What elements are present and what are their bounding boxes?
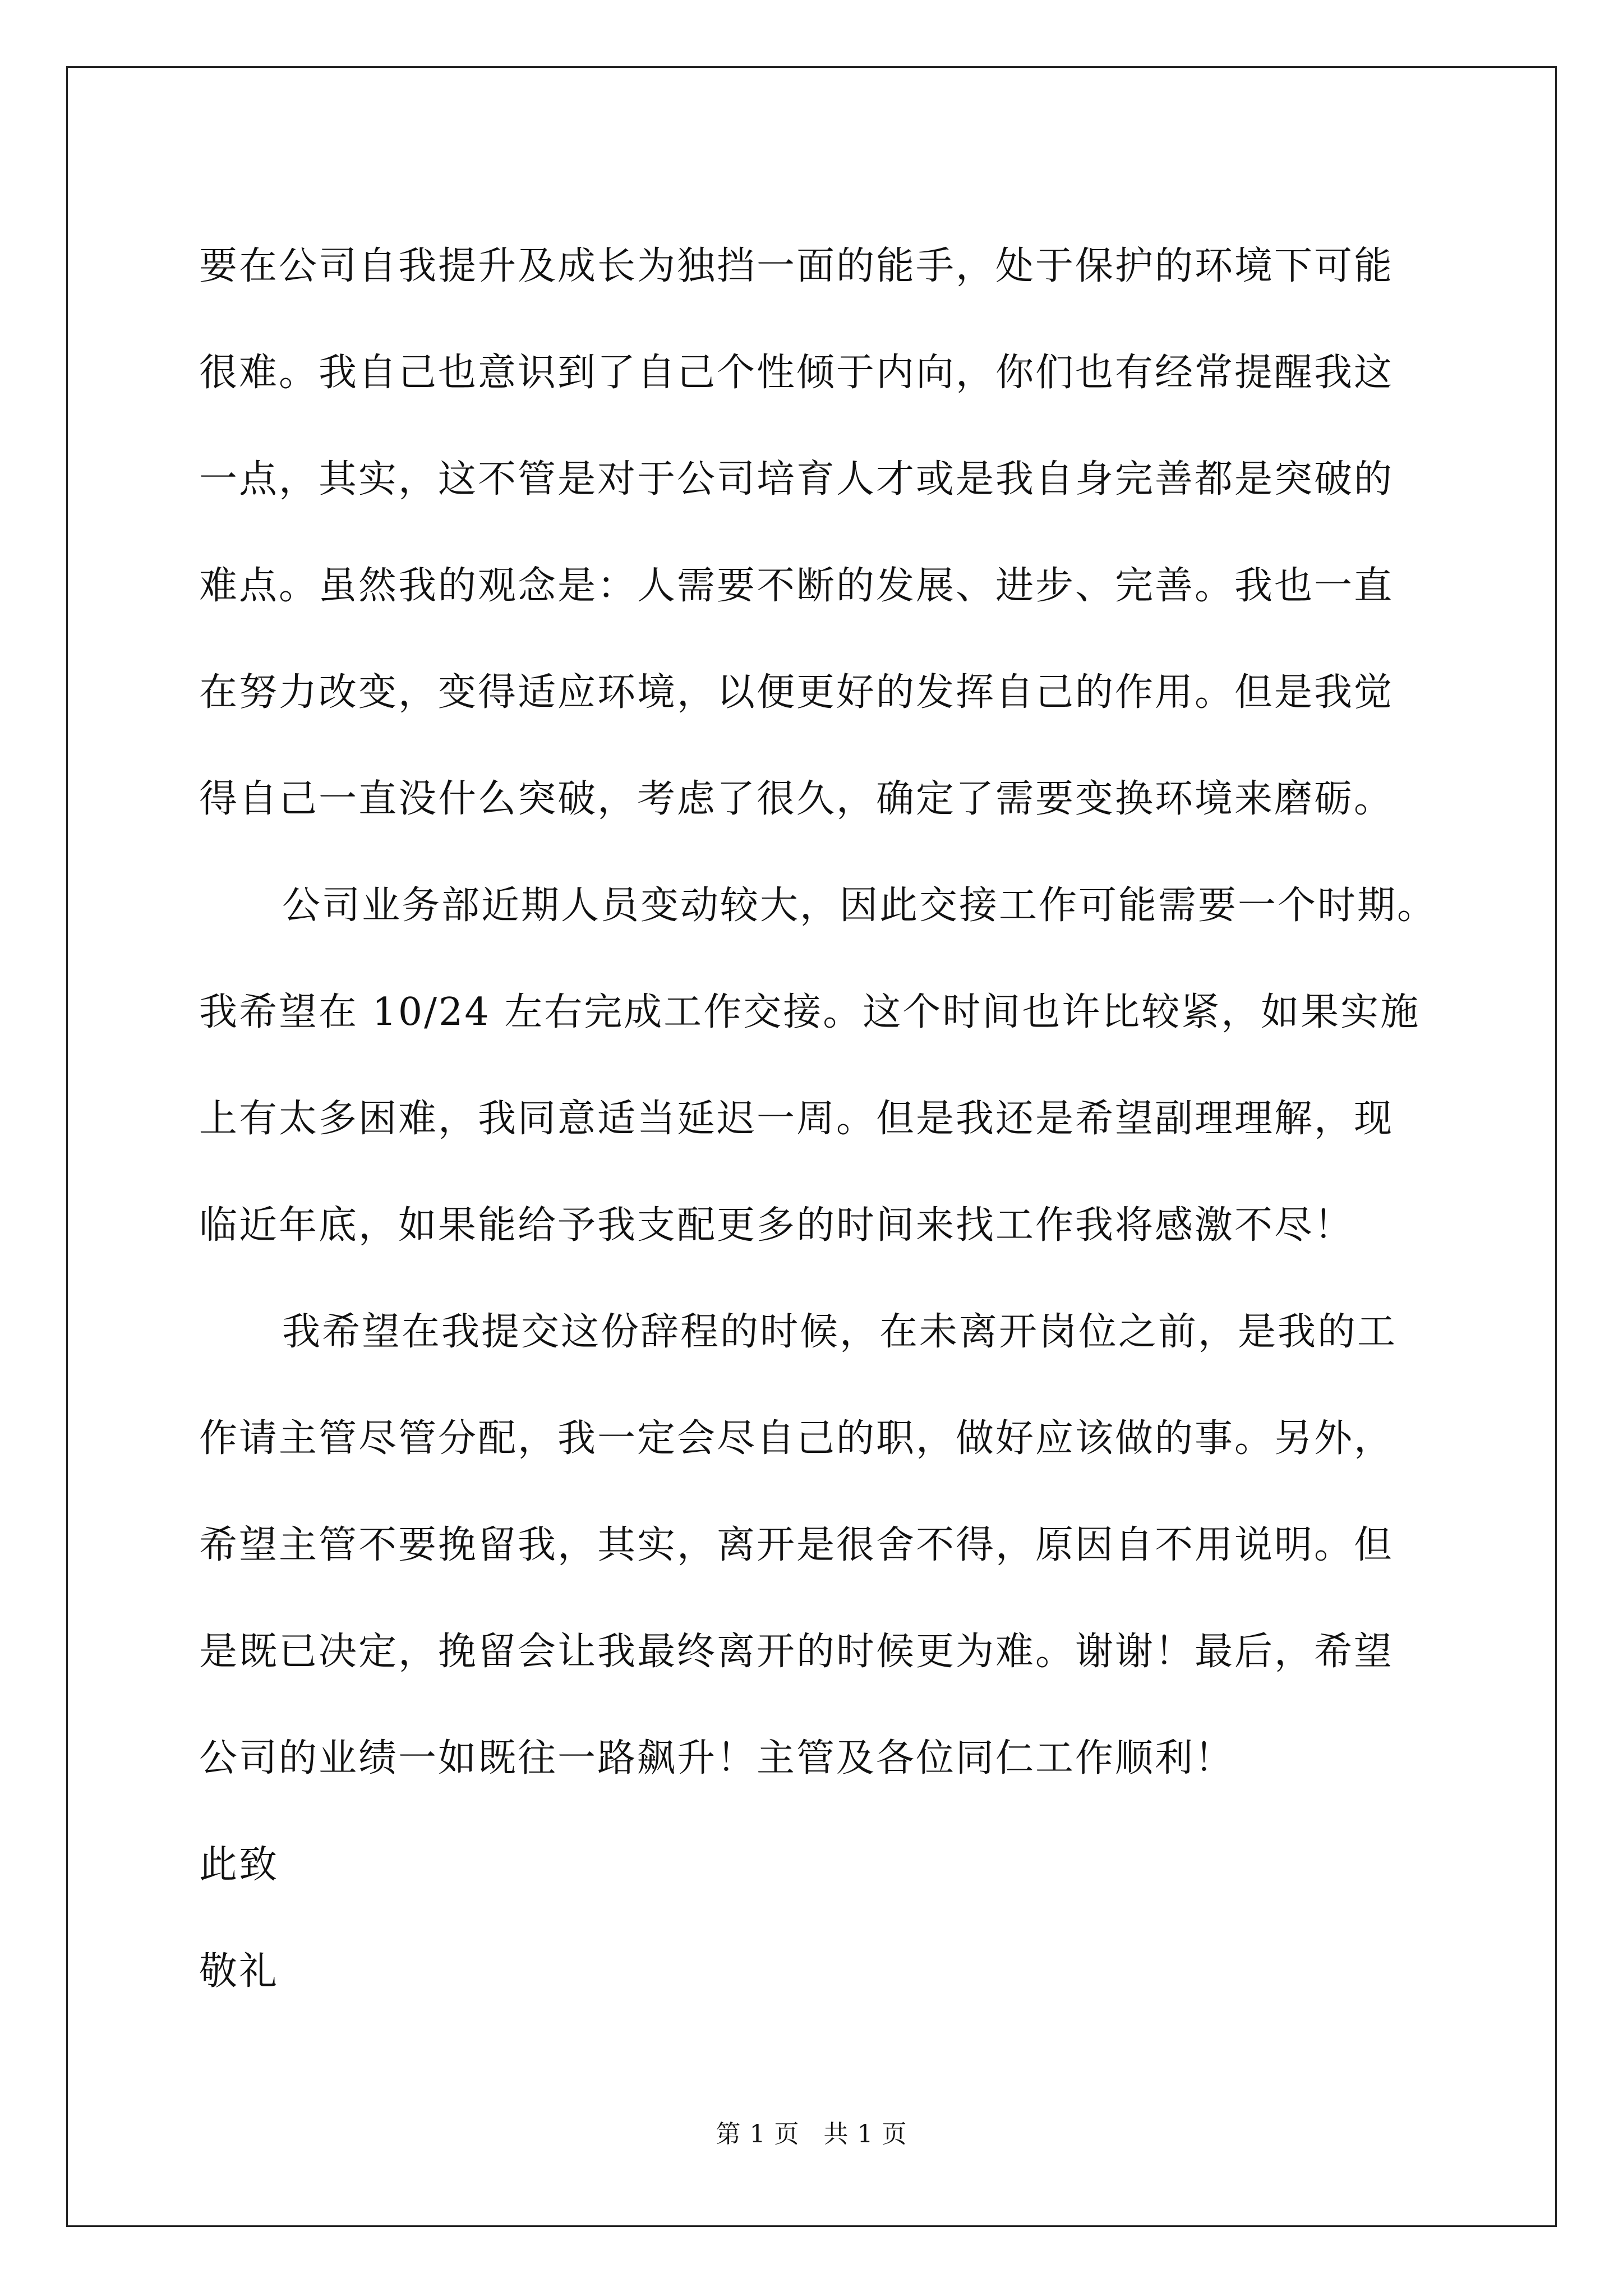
- closing-regards: 敬礼: [199, 1949, 279, 1994]
- body-line-3: 一点，其实，这不管是对于公司培育人才或是我自身完善都是突破的: [199, 457, 1394, 501]
- body-line-5: 在努力改变，变得适应环境，以便更好的发挥自己的作用。但是我觉: [199, 670, 1394, 715]
- body-line-11: 我希望在我提交这份辞程的时候，在未离开岗位之前，是我的工: [282, 1310, 1398, 1354]
- body-line-2: 很难。我自己也意识到了自己个性倾于内向，你们也有经常提醒我这: [199, 351, 1394, 395]
- body-line-13: 希望主管不要挽留我，其实，离开是很舍不得，原因自不用说明。但: [199, 1523, 1394, 1567]
- body-line-8: 我希望在 10/24 左右完成工作交接。这个时间也许比较紧，如果实施: [199, 990, 1421, 1034]
- page-number-total: 共 1 页: [823, 2120, 907, 2148]
- document-body: [199, 213, 1450, 2025]
- page-number-current: 第 1 页: [716, 2120, 800, 2148]
- body-line-6: 得自己一直没什么突破，考虑了很久，确定了需要变换环境来磨砺。: [199, 777, 1394, 821]
- body-line-4: 难点。虽然我的观念是：人需要不断的发展、进步、完善。我也一直: [199, 564, 1394, 608]
- body-line-1: 要在公司自我提升及成长为独挡一面的能手，处于保护的环境下可能: [199, 244, 1394, 288]
- closing-salutation: 此致: [199, 1843, 279, 1887]
- body-line-9: 上有太多困难，我同意适当延迟一周。但是我还是希望副理理解，现: [199, 1097, 1394, 1141]
- body-line-15: 公司的业绩一如既往一路飙升！主管及各位同仁工作顺利！: [199, 1736, 1235, 1780]
- body-line-12: 作请主管尽管分配，我一定会尽自己的职，做好应该做的事。另外，: [199, 1416, 1394, 1461]
- page-footer: [0, 2118, 1623, 2151]
- body-line-14: 是既已决定，挽留会让我最终离开的时候更为难。谢谢！最后，希望: [199, 1630, 1394, 1674]
- body-line-7: 公司业务部近期人员变动较大，因此交接工作可能需要一个时期。: [282, 884, 1437, 928]
- body-line-10: 临近年底，如果能给予我支配更多的时间来找工作我将感激不尽！: [199, 1203, 1354, 1248]
